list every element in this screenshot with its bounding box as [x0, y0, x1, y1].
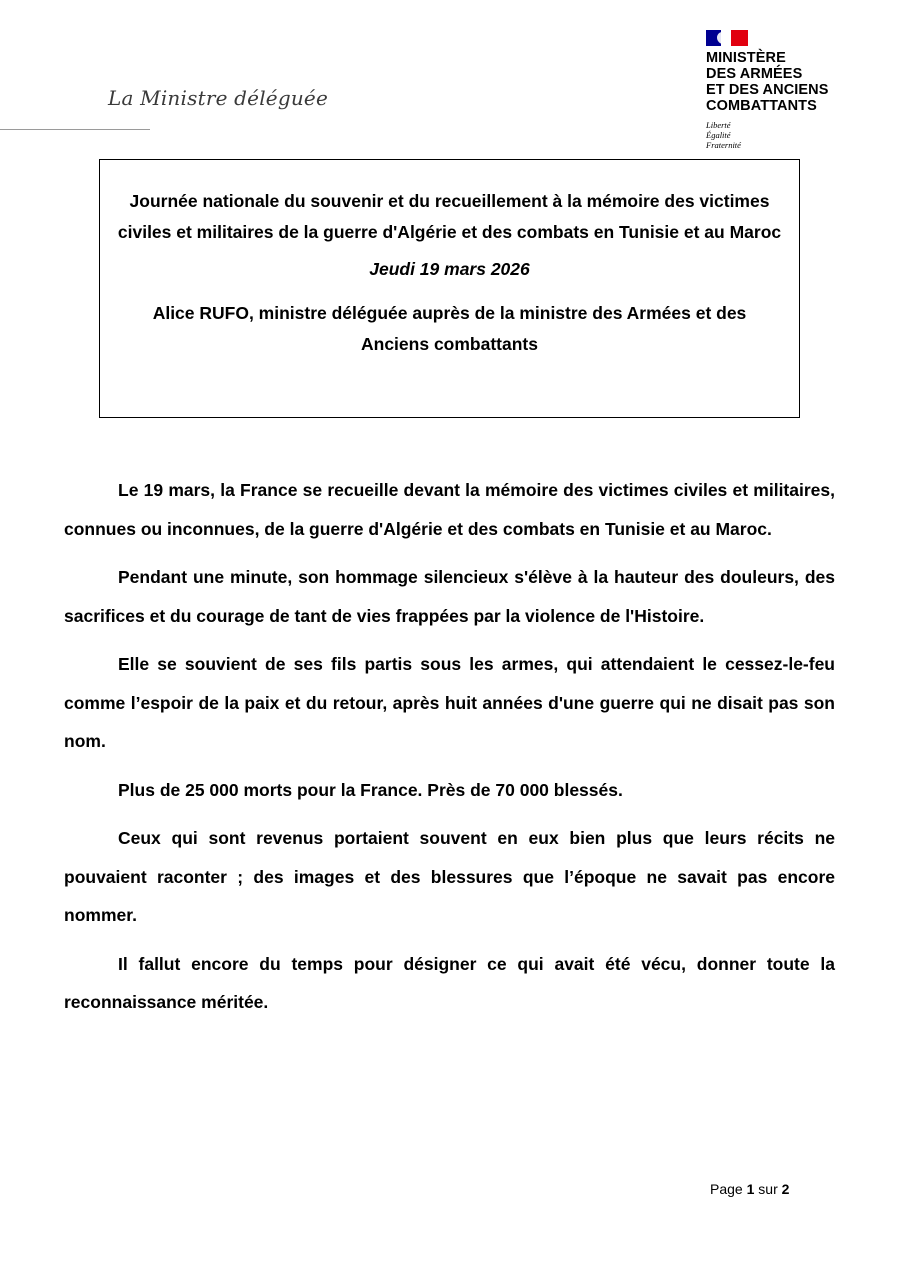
motto-line: Liberté	[706, 120, 731, 130]
document-date: Jeudi 19 mars 2026	[369, 259, 530, 279]
republic-motto	[706, 120, 896, 150]
flag-red-band	[731, 30, 748, 46]
marianne-profile-icon	[717, 32, 729, 44]
signature-rule	[0, 129, 150, 130]
page-current: 1	[746, 1181, 755, 1197]
paragraph: Il fallut encore du temps pour désigner ce qui avait été vécu, donner toute la reconnaissance méritée.	[64, 953, 835, 1012]
marianne-flag-icon	[706, 30, 748, 46]
speech-body	[64, 471, 835, 1032]
paragraph: Le 19 mars, la France se recueille devant la mémoire des victimes civiles et militaires, connues ou inconnues, de la guerre d'Algérie et des combats en Tunisie et au Maroc.	[64, 480, 835, 539]
ministry-name-line: ET DES ANCIENS	[706, 82, 829, 98]
motto-line: Fraternité	[706, 140, 741, 150]
page-label: Page	[710, 1181, 743, 1197]
ministry-name-line: MINISTÈRE	[706, 50, 786, 66]
page-separator: sur	[758, 1181, 778, 1197]
document-title: Journée nationale du souvenir et du recueillement à la mémoire des victimes civiles et militaires de la guerre d'Algérie et des combats en Tunisie et au Maroc	[117, 191, 782, 242]
paragraph: Elle se souvient de ses fils partis sous les armes, qui attendaient le cessez-le-feu comme l’espoir de la paix et du retour, après huit années d'une guerre qui ne disait pas son nom.	[64, 654, 835, 751]
paragraph: Pendant une minute, son hommage silencieux s'élève à la hauteur des douleurs, des sacrifices et du courage de tant de vies frappées par la violence de l'Histoire.	[64, 567, 835, 626]
title-box	[99, 159, 800, 418]
ministry-name	[706, 50, 896, 114]
document-speaker: Alice RUFO, ministre déléguée auprès de la ministre des Armées et des Anciens combattants	[152, 303, 747, 354]
page-number	[710, 1180, 789, 1198]
paragraph: Ceux qui sont revenus portaient souvent en eux bien plus que leurs récits ne pouvaient raconter ; des images et des blessures que l’époque ne savait pas encore nommer.	[64, 828, 835, 925]
ministry-logo	[706, 30, 896, 150]
signature: La Ministre déléguée	[108, 86, 328, 110]
ministry-name-line: DES ARMÉES	[706, 66, 803, 82]
motto-line: Égalité	[706, 130, 731, 140]
paragraph: Plus de 25 000 morts pour la France. Près de 70 000 blessés.	[118, 779, 623, 800]
ministry-name-line: COMBATTANTS	[706, 98, 817, 114]
page-total: 2	[781, 1181, 790, 1197]
